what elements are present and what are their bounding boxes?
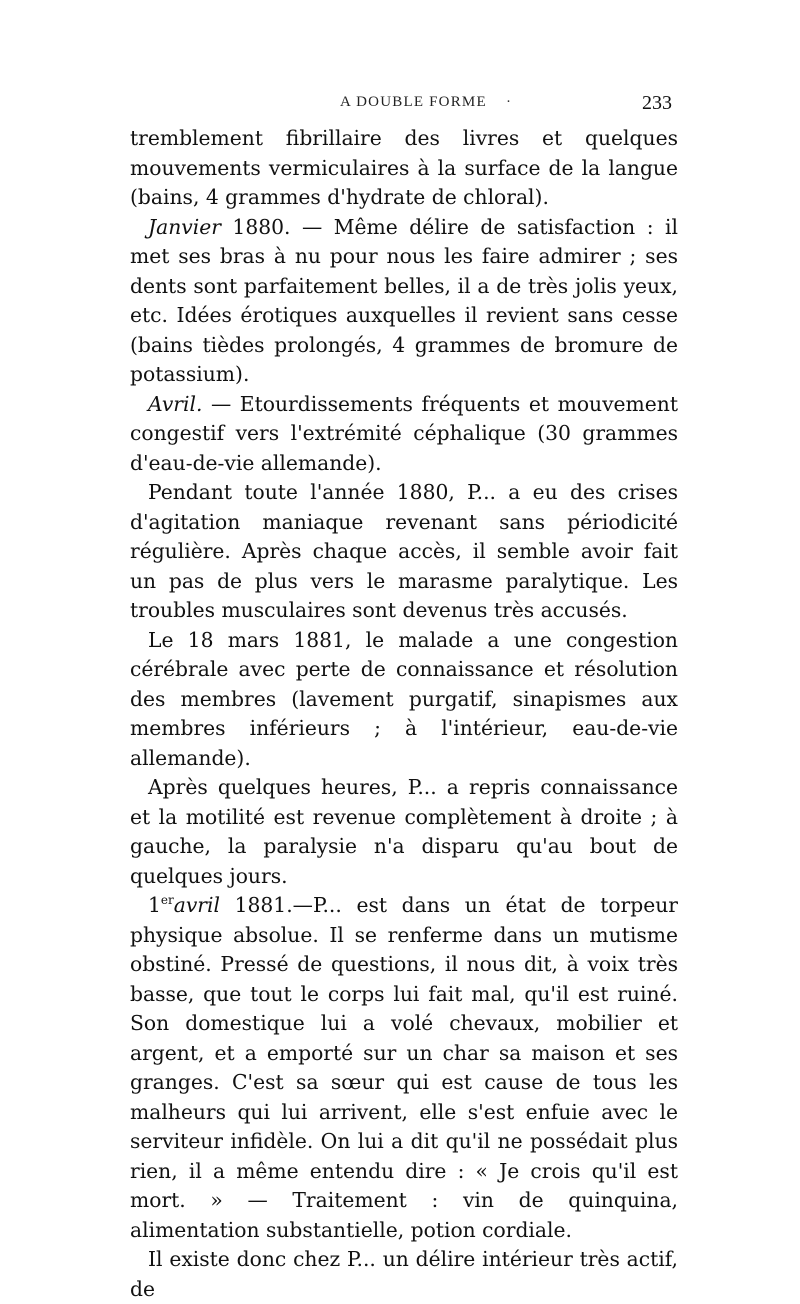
paragraph-text: tremblement fibrillaire des livres et quelques mouvements vermiculaires à la surface de la langue (bains, 4 grammes d'hydrate de chloral). [130, 126, 678, 209]
paragraph-january-1880 [130, 213, 678, 390]
paragraph-april [130, 390, 678, 479]
paragraph-text: Pendant toute l'année 1880, P... a eu des crises d'agitation maniaque revenant sans périodicité régulière. Après chaque accès, il semble avoir fait un pas de plus vers le marasme paralytique. Les troubles musculaires sont devenus très accusés. [130, 480, 678, 622]
paragraph-continuation [130, 124, 678, 213]
paragraph-date: Avril. [148, 391, 203, 416]
page-number: 233 [642, 92, 672, 114]
running-title: A DOUBLE FORME [340, 94, 487, 110]
paragraph-date-prefix: 1 [148, 893, 161, 917]
paragraph-text: 1880. — Même délire de satisfaction : il met ses bras à nu pour nous les faire admirer ; ses dents sont parfaitement belles, il a de très jolis yeux, etc. Idées érotiques auxquelles il revient sans cesse (bains tièdes prolongés, 4 grammes de bromure de potassium). [130, 214, 678, 386]
book-page [130, 92, 678, 1304]
paragraph-date: avril [173, 893, 220, 917]
paragraph-year-1880 [130, 478, 678, 626]
paragraph-date: Janvier [148, 214, 221, 239]
running-header [130, 92, 678, 124]
paragraph-text: 1881.—P... est dans un état de torpeur physique absolue. Il se renferme dans un mutisme obstiné. Pressé de questions, il nous dit, à voix très basse, que tout le corps lui fait mal, qu'il est ruiné. Son domestique lui a volé chevaux, mobilier et argent, et a emporté sur un char sa maison et ses granges. C'est sa sœur qui est cause de tous les malheurs qui lui arrivent, elle s'est enfuie avec le serviteur infidèle. On lui a dit qu'il ne possédait plus rien, il a même entendu dire : « Je crois qu'il est mort. » — Traitement : vin de quinquina, alimentation substantielle, potion cordiale. [130, 893, 678, 1242]
paragraph-recovery [130, 773, 678, 891]
paragraph-text: Le 18 mars 1881, le malade a une congestion cérébrale avec perte de connaissance et résolution des membres (lavement purgatif, sinapismes aux membres inférieurs ; à l'intérieur, eau-de-vie allemande). [130, 627, 678, 770]
paragraph-text: — Etourdissements fréquents et mouvement congestif vers l'extrémité céphalique (30 grammes d'eau-de-vie allemande). [130, 391, 678, 475]
paragraph-date-superscript: er [160, 893, 174, 908]
paragraph-april-1881 [130, 891, 678, 1245]
paragraph-text: Après quelques heures, P... a repris connaissance et la motilité est revenue complètement à droite ; à gauche, la paralysie n'a disparu qu'au bout de quelques jours. [130, 775, 678, 888]
header-separator: · [506, 94, 511, 110]
paragraph-march-1881 [130, 626, 678, 774]
body-text [130, 124, 678, 1304]
paragraph-conclusion [130, 1245, 678, 1304]
paragraph-text: Il existe donc chez P... un délire intérieur très actif, de [130, 1247, 678, 1301]
